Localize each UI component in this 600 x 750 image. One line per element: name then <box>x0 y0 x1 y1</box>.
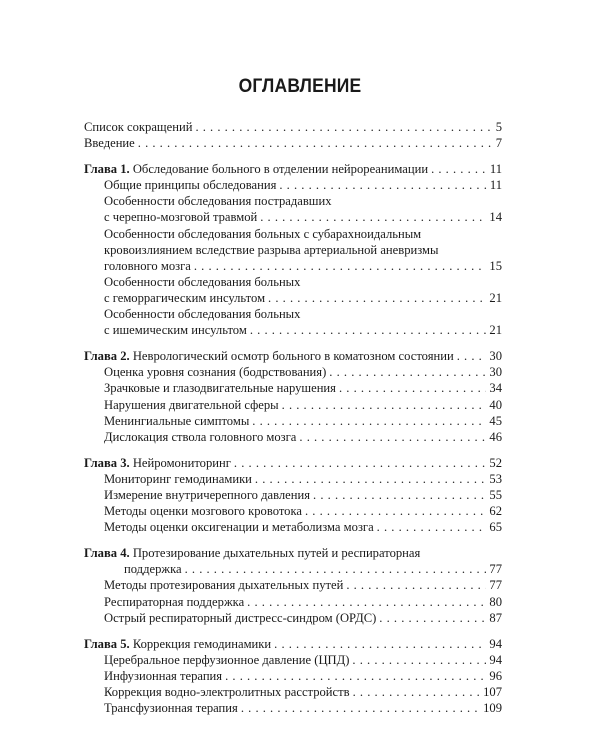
toc-entry-text: Особенности обследования пострадавших <box>104 194 332 209</box>
page-number: 94 <box>489 652 502 667</box>
page-number: 45 <box>489 413 502 428</box>
page-number: 80 <box>489 594 502 609</box>
page-number: 65 <box>489 520 502 535</box>
page-number: 7 <box>495 136 502 151</box>
toc-section-entry <box>84 684 502 700</box>
toc-line <box>84 348 502 364</box>
toc-section-entry <box>84 274 502 306</box>
toc-entry-text: кровоизлиянием вследствие разрыва артериальной аневризмы <box>104 242 439 257</box>
toc-line <box>84 610 502 626</box>
toc-entry-text: Менингиальные симптомы <box>104 413 250 428</box>
toc-entry-text: Общие принципы обследования <box>104 178 277 193</box>
dot-leader <box>353 684 481 700</box>
toc-chapter-entry <box>84 455 502 471</box>
toc-section-entry <box>84 226 502 274</box>
dot-leader <box>352 652 486 668</box>
toc-section-entry <box>84 306 502 338</box>
toc-entry-text: с геморрагическим инсультом <box>104 290 266 305</box>
toc-chapter-entry <box>84 636 502 652</box>
toc-section-entry <box>84 429 502 445</box>
table-of-contents <box>84 119 502 716</box>
toc-entry-text: поддержка <box>124 562 182 577</box>
toc-entry-text: с черепно-мозговой травмой <box>104 210 258 225</box>
toc-entry-text: Нейромониторинг <box>132 455 231 470</box>
toc-entry-text: Респираторная поддержка <box>104 594 245 609</box>
toc-section-entry <box>84 364 502 380</box>
toc-section-entry <box>84 668 502 684</box>
page-number: 11 <box>489 162 502 177</box>
dot-leader <box>268 290 486 306</box>
dot-leader <box>457 348 487 364</box>
toc-line <box>84 177 502 193</box>
toc-section-entry <box>84 577 502 593</box>
toc-line <box>84 193 502 209</box>
dot-leader <box>329 364 486 380</box>
dot-leader <box>274 636 486 652</box>
page-number: 14 <box>489 210 502 225</box>
page-number: 30 <box>489 365 502 380</box>
toc-entry-text: Протезирование дыхательных путей и респираторная <box>132 546 421 561</box>
toc-entry-text: Особенности обследования больных <box>104 274 301 289</box>
dot-leader <box>260 209 486 225</box>
page-number: 21 <box>489 290 502 305</box>
toc-entry-text: Методы оценки оксигенации и метаболизма мозга <box>104 520 374 535</box>
dot-leader <box>305 503 486 519</box>
toc-line <box>84 119 502 135</box>
dot-leader <box>252 413 486 429</box>
toc-line <box>84 561 502 577</box>
page-number: 30 <box>489 349 502 364</box>
toc-line <box>84 519 502 535</box>
dot-leader <box>225 668 486 684</box>
page-number: 55 <box>489 487 502 502</box>
page-number: 46 <box>489 429 502 444</box>
toc-entry-text: с ишемическим инсультом <box>104 323 247 338</box>
page-number: 107 <box>483 685 502 699</box>
toc-entry-text: Острый респираторный дистресс-синдром (ОРДС) <box>104 610 377 625</box>
toc-entry-text: Обследование больного в отделении нейрореанимации <box>132 162 429 177</box>
toc-section-entry <box>84 519 502 535</box>
chapter-number: Глава 1. <box>84 162 130 177</box>
dot-leader <box>377 519 487 535</box>
toc-line <box>84 700 502 716</box>
toc-line <box>84 135 502 151</box>
toc-line <box>84 455 502 471</box>
toc-entry-text: Зрачковые и глазодвигательные нарушения <box>104 381 336 396</box>
toc-line <box>84 161 502 177</box>
page-number: 77 <box>489 562 502 577</box>
toc-entry-text: Церебральное перфузионное давление (ЦПД) <box>104 652 350 667</box>
toc-line <box>84 487 502 503</box>
toc-line <box>84 594 502 610</box>
toc-entry-text: Коррекция гемодинамики <box>132 636 272 651</box>
toc-entry-text: Особенности обследования больных с субарахноидальным <box>104 226 422 241</box>
toc-line <box>84 545 502 561</box>
toc-section-entry <box>84 193 502 225</box>
page-number: 40 <box>489 397 502 412</box>
toc-entry-text: Оценка уровня сознания (бодрствования) <box>104 365 327 380</box>
toc-line <box>84 306 502 322</box>
toc-section-entry <box>84 700 502 716</box>
dot-leader <box>195 119 492 135</box>
toc-entry-text: Мониторинг гемодинамики <box>104 471 252 486</box>
dot-leader <box>247 594 486 610</box>
toc-section-entry <box>84 397 502 413</box>
toc-section-entry <box>84 610 502 626</box>
toc-entry-text: Неврологический осмотр больного в коматозном состоянии <box>132 349 454 364</box>
page-number: 87 <box>489 610 502 625</box>
toc-line <box>84 226 502 242</box>
toc-entry-text: Трансфузионная терапия <box>104 701 238 716</box>
page-number: 11 <box>489 178 502 193</box>
page-title: ОГЛАВЛЕНИЕ <box>238 76 362 97</box>
page-number: 15 <box>489 258 502 273</box>
toc-line <box>84 471 502 487</box>
page-number: 21 <box>489 323 502 338</box>
toc-entry-text: Особенности обследования больных <box>104 307 301 322</box>
dot-leader <box>299 429 486 445</box>
page-number: 5 <box>495 120 502 134</box>
dot-leader <box>313 487 486 503</box>
toc-chapter-entry <box>84 545 502 577</box>
dot-leader <box>279 177 486 193</box>
page-number: 52 <box>489 455 502 470</box>
toc-line <box>84 503 502 519</box>
toc-line <box>84 668 502 684</box>
toc-section-entry <box>84 177 502 193</box>
toc-line <box>84 209 502 225</box>
toc-line <box>84 652 502 668</box>
page-number: 77 <box>489 578 502 593</box>
toc-entry-text: Нарушения двигательной сферы <box>104 397 279 412</box>
dot-leader <box>379 610 486 626</box>
toc-section-entry <box>84 652 502 668</box>
chapter-number: Глава 3. <box>84 455 130 470</box>
page-number: 34 <box>489 381 502 396</box>
toc-chapter-entry <box>84 348 502 364</box>
toc-entry-text: Дислокация ствола головного мозга <box>104 429 297 444</box>
dot-leader <box>138 135 493 151</box>
page-number: 62 <box>489 504 502 519</box>
toc-line <box>84 364 502 380</box>
page-number: 96 <box>489 668 502 683</box>
dot-leader <box>185 561 487 577</box>
toc-line <box>84 577 502 593</box>
toc-section-entry <box>84 380 502 396</box>
dot-leader <box>346 577 486 593</box>
toc-line <box>84 274 502 290</box>
page-number: 94 <box>489 636 502 651</box>
dot-leader <box>194 258 487 274</box>
chapter-number: Глава 4. <box>84 546 130 561</box>
toc-section-entry <box>84 413 502 429</box>
toc-section-entry <box>84 594 502 610</box>
chapter-number: Глава 5. <box>84 636 130 651</box>
toc-section-entry <box>84 119 502 135</box>
dot-leader <box>255 471 486 487</box>
chapter-number: Глава 2. <box>84 349 130 364</box>
toc-section-entry <box>84 487 502 503</box>
toc-line <box>84 290 502 306</box>
toc-section-entry <box>84 503 502 519</box>
dot-leader <box>282 397 487 413</box>
toc-line <box>84 380 502 396</box>
toc-line <box>84 258 502 274</box>
toc-chapter-entry <box>84 161 502 177</box>
toc-entry-text: Список сокращений <box>84 120 193 134</box>
toc-entry-text: головного мозга <box>104 258 191 273</box>
toc-entry-text: Инфузионная терапия <box>104 668 223 683</box>
toc-entry-text: Коррекция водно-электролитных расстройств <box>104 685 350 699</box>
toc-line <box>84 397 502 413</box>
page-number: 53 <box>489 471 502 486</box>
toc-entry-text: Методы оценки мозгового кровотока <box>104 504 302 519</box>
dot-leader <box>250 322 487 338</box>
dot-leader <box>431 161 487 177</box>
toc-entry-text: Методы протезирования дыхательных путей <box>104 578 344 593</box>
toc-line <box>84 684 502 700</box>
toc-line <box>84 413 502 429</box>
toc-entry-text: Измерение внутричерепного давления <box>104 487 311 502</box>
dot-leader <box>241 700 480 716</box>
dot-leader <box>339 380 486 396</box>
toc-line <box>84 429 502 445</box>
toc-line <box>84 322 502 338</box>
dot-leader <box>234 455 486 471</box>
toc-line <box>84 242 502 258</box>
toc-section-entry <box>84 471 502 487</box>
toc-section-entry <box>84 135 502 151</box>
page-number: 109 <box>483 701 502 716</box>
toc-entry-text: Введение <box>84 136 135 151</box>
toc-line <box>84 636 502 652</box>
